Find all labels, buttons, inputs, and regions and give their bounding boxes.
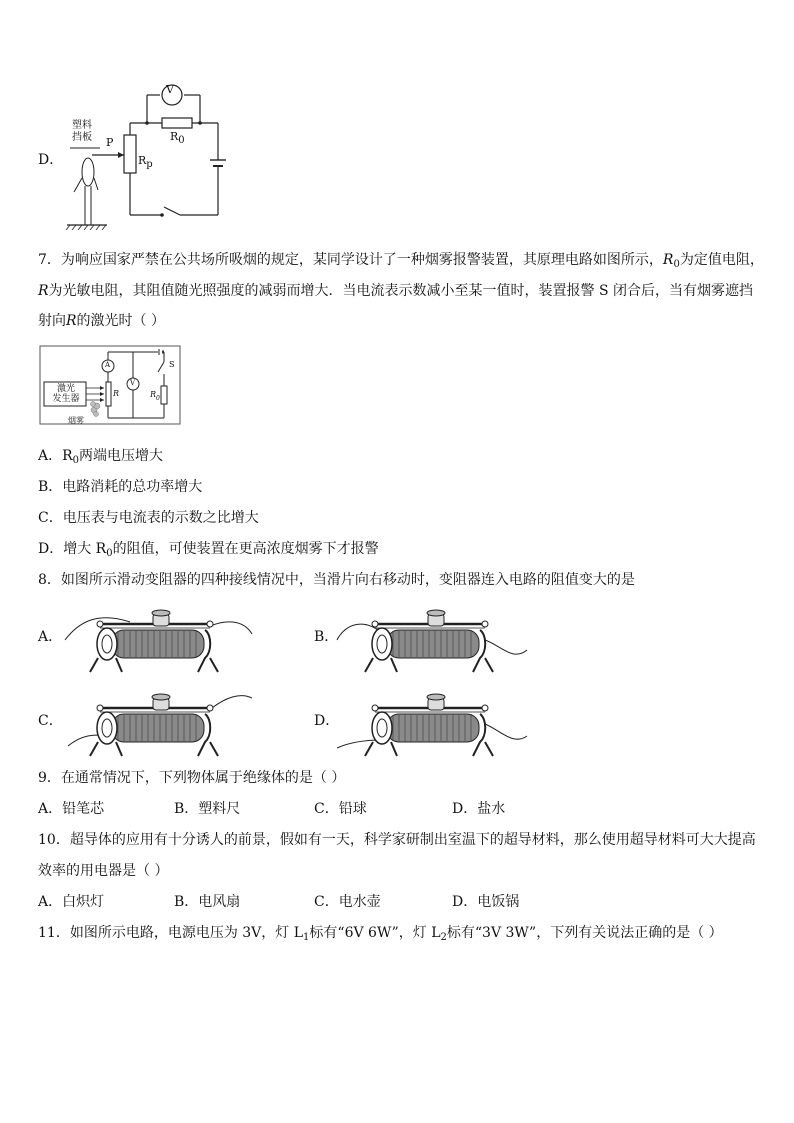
q10-option-c: C．电水壶 [314, 894, 381, 910]
q6-option-d-label: D． [38, 152, 64, 168]
q8-option-b-label: B． [314, 629, 339, 645]
q9-option-c: C．铅球 [314, 801, 367, 817]
q8-rheostat-a [60, 600, 255, 680]
q7-option-a: A．$R_0$两端电压增大 [38, 448, 164, 466]
q7-r-label: R [113, 389, 120, 398]
q7-stem-line1: 7．为响应国家严禁在公共场所吸烟的规定，某同学设计了一种烟雾报警装置，其原理电路如图所示，$R_0$为定值电阻， [38, 252, 764, 270]
q7-a-label: A [105, 361, 111, 369]
q8-option-c-label: C． [38, 713, 63, 729]
q8-rheostat-b [335, 600, 530, 680]
q8-option-d-label: D． [314, 713, 340, 729]
q7-r0-label: $R_0$ [150, 390, 160, 402]
q7-option-d: D．增大 $R_0$的阻值，可使装置在更高浓度烟雾下才报警 [38, 541, 379, 559]
q7-v-label: V [130, 379, 136, 387]
q7-stem-line3: 射向R的激光时（ ） [38, 313, 165, 329]
q7-circuit-figure [38, 344, 182, 426]
q7-option-c: C．电压表与电流表的示数之比增大 [38, 510, 259, 526]
q6-r0-resistor [162, 118, 192, 128]
q6-switch [164, 207, 180, 215]
q8-rheostat-c [60, 684, 255, 764]
q7-laser-label: 激光 发生器 [52, 384, 80, 404]
q6-r0-label: $R_0$ [170, 130, 185, 146]
q10-stem-line2: 效率的用电器是（ ） [38, 863, 169, 879]
q9-option-d: D．盐水 [452, 801, 506, 817]
q7-stem-line2: R为光敏电阻，其阻值随光照强度的减弱而增大．当电流表示数减小至某一值时，装置报警 S 闭合后，当有烟雾遮挡 [38, 283, 754, 299]
q10-option-a: A．白炽灯 [38, 894, 105, 910]
q10-stem-line1: 10．超导体的应用有十分诱人的前景，假如有一天，科学家研制出室温下的超导材料，那么使用超导材料可大大提高 [38, 832, 756, 848]
q8-option-a-label: A． [38, 629, 63, 645]
q10-option-b: B．电风扇 [174, 894, 241, 910]
q7-option-b: B．电路消耗的总功率增大 [38, 479, 203, 495]
q9-option-a: A．铅笔芯 [38, 801, 105, 817]
q7-r0-resistor [161, 386, 167, 404]
q6-plastic-label: 塑料 挡板 [72, 120, 92, 143]
q7-s-label: S [169, 360, 175, 369]
q8-stem: 8．如图所示滑动变阻器的四种接线情况中，当滑片向右移动时，变阻器连入电路的阻值变大的是 [38, 572, 635, 588]
q11-stem: 11．如图所示电路，电源电压为 3V，灯 $L_1$标有“6V 6W”，灯 $L_2$标有“3V 3W”，下列有关说法正确的是（ ） [38, 925, 723, 943]
q9-option-b: B．塑料尺 [174, 801, 241, 817]
q6-circuit-figure [62, 80, 232, 230]
q9-stem: 9．在通常情况下，下列物体属于绝缘体的是（ ） [38, 770, 346, 786]
q6-v-label: V [166, 83, 174, 96]
q6-person [82, 158, 94, 186]
q6-p-label: P [106, 136, 114, 149]
q6-rp-resistor [124, 135, 136, 173]
q8-rheostat-d [335, 684, 530, 764]
q6-rp-label: $R_p$ [138, 154, 153, 170]
q7-smoke-label: 烟雾 [68, 416, 84, 425]
q10-option-d: D．电饭锅 [452, 894, 520, 910]
q7-r-resistor [106, 382, 111, 406]
